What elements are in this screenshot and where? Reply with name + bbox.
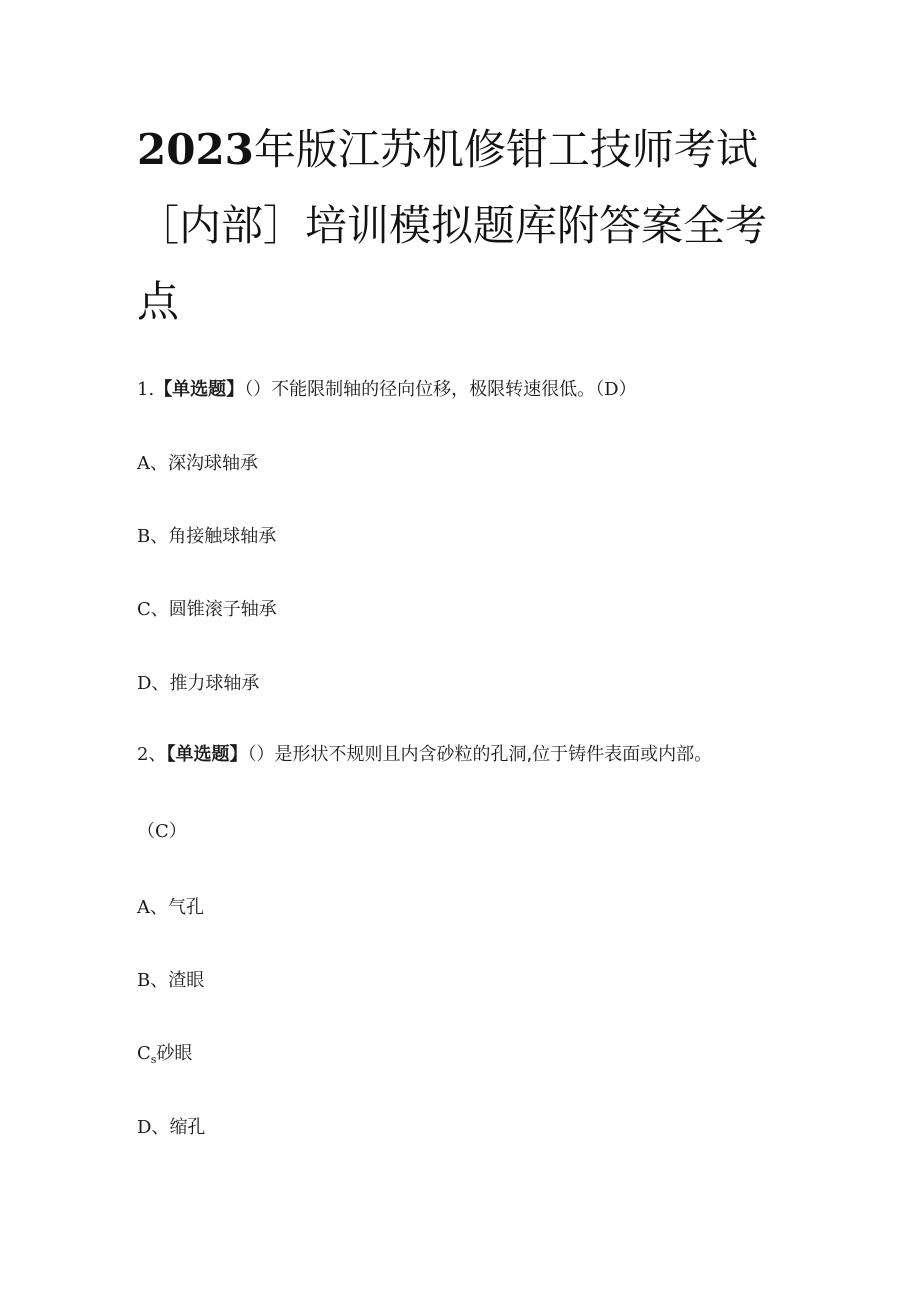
option-letter: C xyxy=(137,1043,151,1064)
option-letter: C、 xyxy=(137,599,169,620)
question-text: （）不能限制轴的径向位移，极限转速很低。 xyxy=(244,379,596,400)
option-b xyxy=(137,969,204,993)
option-text: 气孔 xyxy=(168,897,204,918)
option-letter: B、 xyxy=(137,526,169,547)
question-answer: （C） xyxy=(137,821,187,842)
option-letter: B、 xyxy=(137,970,169,991)
question-1 xyxy=(137,378,637,402)
title-year: 2023 xyxy=(137,125,254,174)
option-a xyxy=(137,896,204,920)
option-letter: D、 xyxy=(137,1117,170,1138)
option-text: 角接触球轴承 xyxy=(168,526,277,547)
option-c xyxy=(137,1042,192,1072)
option-text: 砂眼 xyxy=(156,1043,193,1064)
option-d xyxy=(137,672,259,696)
question-type-tag: 【单选题】 xyxy=(166,744,248,765)
option-letter: A、 xyxy=(137,453,168,474)
question-type-tag: 【单选题】 xyxy=(154,379,245,400)
option-text: 圆锥滚子轴承 xyxy=(168,599,277,620)
title-text: 年版江苏机修钳工技师考试［内部］培训模拟题库附答案全考点 xyxy=(137,125,768,326)
question-text: （）是形状不规则且内含砂粒的孔洞,位于铸件表面或内部。 xyxy=(247,744,713,765)
option-d xyxy=(137,1116,205,1140)
option-a xyxy=(137,452,258,476)
option-text: 深沟球轴承 xyxy=(168,453,258,474)
document-title xyxy=(137,112,787,340)
question-answer: （D） xyxy=(595,379,637,400)
question-number: 1. xyxy=(137,379,155,400)
option-c xyxy=(137,598,277,622)
option-text: 缩孔 xyxy=(169,1117,206,1138)
option-letter: D、 xyxy=(137,673,170,694)
option-text: 推力球轴承 xyxy=(169,673,260,694)
option-b xyxy=(137,525,276,549)
option-text: 渣眼 xyxy=(168,970,205,991)
question-2 xyxy=(137,742,777,768)
question-number: 2、 xyxy=(137,744,167,765)
option-letter-subscript: s xyxy=(150,1053,157,1066)
option-letter: A、 xyxy=(137,897,168,918)
